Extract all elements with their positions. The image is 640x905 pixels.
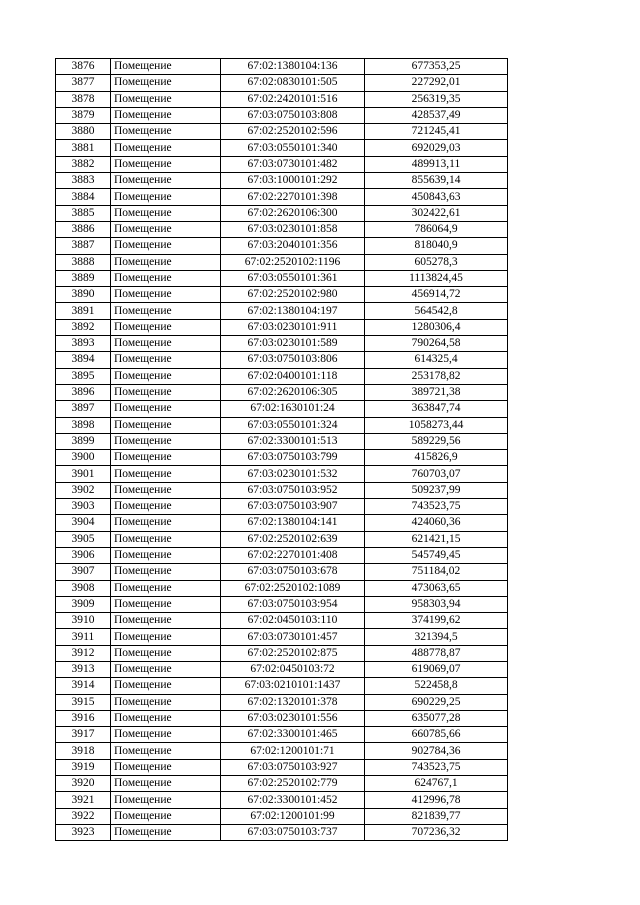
object-type-cell: Помещение [111, 694, 221, 710]
cadastral-number-cell: 67:03:0750103:806 [221, 352, 365, 368]
row-number-cell: 3897 [56, 401, 111, 417]
cadastral-value-cell: 818040,9 [365, 238, 508, 254]
table-row [56, 303, 508, 319]
row-number-cell: 3903 [56, 499, 111, 515]
cadastral-number-cell: 67:03:0750103:678 [221, 564, 365, 580]
cadastral-number-cell: 67:02:2520102:875 [221, 645, 365, 661]
cadastral-value-cell: 415826,9 [365, 450, 508, 466]
table-row [56, 433, 508, 449]
object-type-cell: Помещение [111, 221, 221, 237]
cadastral-value-cell: 821839,77 [365, 808, 508, 824]
table-row [56, 678, 508, 694]
row-number-cell: 3885 [56, 205, 111, 221]
cadastral-number-cell: 67:02:3300101:452 [221, 792, 365, 808]
row-number-cell: 3918 [56, 743, 111, 759]
table-row [56, 401, 508, 417]
table-row [56, 596, 508, 612]
cadastral-value-cell: 958303,94 [365, 596, 508, 612]
cadastral-number-cell: 67:02:2270101:398 [221, 189, 365, 205]
table-row [56, 727, 508, 743]
table-row [56, 824, 508, 840]
row-number-cell: 3882 [56, 156, 111, 172]
row-number-cell: 3881 [56, 140, 111, 156]
table-row [56, 792, 508, 808]
table-row [56, 564, 508, 580]
table-row [56, 661, 508, 677]
cadastral-value-cell: 855639,14 [365, 173, 508, 189]
table-row [56, 336, 508, 352]
table-row [56, 613, 508, 629]
cadastral-number-cell: 67:02:1200101:99 [221, 808, 365, 824]
cadastral-number-cell: 67:03:0750103:808 [221, 107, 365, 123]
cadastral-value-cell: 677353,25 [365, 59, 508, 75]
cadastral-value-cell: 707236,32 [365, 824, 508, 840]
cadastral-value-cell: 545749,45 [365, 547, 508, 563]
object-type-cell: Помещение [111, 189, 221, 205]
object-type-cell: Помещение [111, 564, 221, 580]
row-number-cell: 3884 [56, 189, 111, 205]
cadastral-value-cell: 374199,62 [365, 613, 508, 629]
table-row [56, 254, 508, 270]
cadastral-value-cell: 1058273,44 [365, 417, 508, 433]
cadastral-number-cell: 67:03:0750103:927 [221, 759, 365, 775]
table-row [56, 59, 508, 75]
table-row [56, 759, 508, 775]
cadastral-value-cell: 605278,3 [365, 254, 508, 270]
cadastral-value-cell: 522458,8 [365, 678, 508, 694]
cadastral-number-cell: 67:03:0750103:952 [221, 482, 365, 498]
table-row [56, 417, 508, 433]
table-row [56, 808, 508, 824]
cadastral-number-cell: 67:02:2420101:516 [221, 91, 365, 107]
cadastral-number-cell: 67:02:1380104:136 [221, 59, 365, 75]
row-number-cell: 3888 [56, 254, 111, 270]
row-number-cell: 3898 [56, 417, 111, 433]
object-type-cell: Помещение [111, 205, 221, 221]
cadastral-value-cell: 489913,11 [365, 156, 508, 172]
row-number-cell: 3905 [56, 531, 111, 547]
row-number-cell: 3876 [56, 59, 111, 75]
cadastral-number-cell: 67:02:3300101:513 [221, 433, 365, 449]
cadastral-number-cell: 67:02:2520102:1196 [221, 254, 365, 270]
cadastral-number-cell: 67:03:0230101:858 [221, 221, 365, 237]
object-type-cell: Помещение [111, 287, 221, 303]
table-row [56, 710, 508, 726]
table-row [56, 221, 508, 237]
object-type-cell: Помещение [111, 580, 221, 596]
cadastral-number-cell: 67:03:2040101:356 [221, 238, 365, 254]
cadastral-number-cell: 67:03:0550101:324 [221, 417, 365, 433]
object-type-cell: Помещение [111, 417, 221, 433]
cadastral-value-cell: 253178,82 [365, 368, 508, 384]
table-row [56, 776, 508, 792]
row-number-cell: 3914 [56, 678, 111, 694]
object-type-cell: Помещение [111, 776, 221, 792]
row-number-cell: 3920 [56, 776, 111, 792]
cadastral-value-cell: 509237,99 [365, 482, 508, 498]
object-type-cell: Помещение [111, 352, 221, 368]
object-type-cell: Помещение [111, 515, 221, 531]
row-number-cell: 3916 [56, 710, 111, 726]
row-number-cell: 3895 [56, 368, 111, 384]
cadastral-number-cell: 67:02:2520102:980 [221, 287, 365, 303]
cadastral-number-cell: 67:03:0750103:799 [221, 450, 365, 466]
object-type-cell: Помещение [111, 319, 221, 335]
row-number-cell: 3880 [56, 124, 111, 140]
object-type-cell: Помещение [111, 107, 221, 123]
table-row [56, 156, 508, 172]
cadastral-number-cell: 67:02:0400101:118 [221, 368, 365, 384]
table-row [56, 580, 508, 596]
cadastral-number-cell: 67:02:1380104:141 [221, 515, 365, 531]
object-type-cell: Помещение [111, 596, 221, 612]
row-number-cell: 3896 [56, 384, 111, 400]
object-type-cell: Помещение [111, 75, 221, 91]
object-type-cell: Помещение [111, 547, 221, 563]
table-row [56, 645, 508, 661]
row-number-cell: 3921 [56, 792, 111, 808]
table-row [56, 743, 508, 759]
table-row [56, 547, 508, 563]
row-number-cell: 3887 [56, 238, 111, 254]
cadastral-value-cell: 227292,01 [365, 75, 508, 91]
cadastral-number-cell: 67:03:0230101:556 [221, 710, 365, 726]
object-type-cell: Помещение [111, 433, 221, 449]
object-type-cell: Помещение [111, 173, 221, 189]
cadastral-number-cell: 67:03:1000101:292 [221, 173, 365, 189]
cadastral-value-cell: 564542,8 [365, 303, 508, 319]
object-type-cell: Помещение [111, 808, 221, 824]
cadastral-value-cell: 363847,74 [365, 401, 508, 417]
table-row [56, 205, 508, 221]
object-type-cell: Помещение [111, 124, 221, 140]
cadastral-value-cell: 786064,9 [365, 221, 508, 237]
cadastral-value-cell: 721245,41 [365, 124, 508, 140]
table-row [56, 352, 508, 368]
row-number-cell: 3890 [56, 287, 111, 303]
row-number-cell: 3893 [56, 336, 111, 352]
table-row [56, 238, 508, 254]
row-number-cell: 3919 [56, 759, 111, 775]
row-number-cell: 3900 [56, 450, 111, 466]
object-type-cell: Помещение [111, 824, 221, 840]
object-type-cell: Помещение [111, 140, 221, 156]
table-row [56, 384, 508, 400]
cadastral-value-cell: 621421,15 [365, 531, 508, 547]
row-number-cell: 3910 [56, 613, 111, 629]
object-type-cell: Помещение [111, 499, 221, 515]
row-number-cell: 3915 [56, 694, 111, 710]
table-row [56, 694, 508, 710]
cadastral-number-cell: 67:02:1200101:71 [221, 743, 365, 759]
cadastral-value-cell: 660785,66 [365, 727, 508, 743]
row-number-cell: 3922 [56, 808, 111, 824]
cadastral-value-cell: 690229,25 [365, 694, 508, 710]
object-type-cell: Помещение [111, 743, 221, 759]
table-row [56, 466, 508, 482]
object-type-cell: Помещение [111, 336, 221, 352]
cadastral-value-cell: 790264,58 [365, 336, 508, 352]
object-type-cell: Помещение [111, 303, 221, 319]
cadastral-value-cell: 619069,07 [365, 661, 508, 677]
object-type-cell: Помещение [111, 792, 221, 808]
object-type-cell: Помещение [111, 91, 221, 107]
object-type-cell: Помещение [111, 238, 221, 254]
table-row [56, 75, 508, 91]
cadastral-number-cell: 67:03:0210101:1437 [221, 678, 365, 694]
cadastral-value-cell: 743523,75 [365, 499, 508, 515]
row-number-cell: 3894 [56, 352, 111, 368]
object-type-cell: Помещение [111, 384, 221, 400]
cadastral-number-cell: 67:03:0750103:954 [221, 596, 365, 612]
row-number-cell: 3906 [56, 547, 111, 563]
table-body [56, 59, 508, 841]
row-number-cell: 3891 [56, 303, 111, 319]
row-number-cell: 3923 [56, 824, 111, 840]
object-type-cell: Помещение [111, 645, 221, 661]
row-number-cell: 3912 [56, 645, 111, 661]
cadastral-number-cell: 67:02:2520102:596 [221, 124, 365, 140]
table-row [56, 531, 508, 547]
cadastral-number-cell: 67:02:0830101:505 [221, 75, 365, 91]
row-number-cell: 3899 [56, 433, 111, 449]
table-row [56, 450, 508, 466]
object-type-cell: Помещение [111, 270, 221, 286]
cadastral-value-cell: 389721,38 [365, 384, 508, 400]
cadastral-value-cell: 321394,5 [365, 629, 508, 645]
cadastral-number-cell: 67:02:2270101:408 [221, 547, 365, 563]
cadastral-value-cell: 456914,72 [365, 287, 508, 303]
cadastral-value-cell: 1280306,4 [365, 319, 508, 335]
row-number-cell: 3907 [56, 564, 111, 580]
cadastral-value-cell: 902784,36 [365, 743, 508, 759]
cadastral-number-cell: 67:03:0730101:457 [221, 629, 365, 645]
cadastral-value-cell: 256319,35 [365, 91, 508, 107]
table-row [56, 124, 508, 140]
cadastral-number-cell: 67:03:0230101:589 [221, 336, 365, 352]
cadastral-value-cell: 488778,87 [365, 645, 508, 661]
row-number-cell: 3889 [56, 270, 111, 286]
table-row [56, 482, 508, 498]
row-number-cell: 3901 [56, 466, 111, 482]
cadastral-value-cell: 412996,78 [365, 792, 508, 808]
row-number-cell: 3883 [56, 173, 111, 189]
row-number-cell: 3902 [56, 482, 111, 498]
row-number-cell: 3892 [56, 319, 111, 335]
row-number-cell: 3913 [56, 661, 111, 677]
table-row [56, 287, 508, 303]
cadastral-number-cell: 67:02:2620106:300 [221, 205, 365, 221]
object-type-cell: Помещение [111, 678, 221, 694]
cadastral-value-cell: 1113824,45 [365, 270, 508, 286]
row-number-cell: 3911 [56, 629, 111, 645]
table-row [56, 189, 508, 205]
cadastral-value-table [55, 58, 508, 841]
table-row [56, 319, 508, 335]
object-type-cell: Помещение [111, 401, 221, 417]
cadastral-number-cell: 67:03:0550101:361 [221, 270, 365, 286]
cadastral-value-cell: 450843,63 [365, 189, 508, 205]
cadastral-number-cell: 67:02:2620106:305 [221, 384, 365, 400]
cadastral-number-cell: 67:02:1380104:197 [221, 303, 365, 319]
cadastral-number-cell: 67:02:3300101:465 [221, 727, 365, 743]
row-number-cell: 3909 [56, 596, 111, 612]
cadastral-value-cell: 614325,4 [365, 352, 508, 368]
cadastral-number-cell: 67:02:1320101:378 [221, 694, 365, 710]
cadastral-value-cell: 624767,1 [365, 776, 508, 792]
row-number-cell: 3886 [56, 221, 111, 237]
row-number-cell: 3877 [56, 75, 111, 91]
object-type-cell: Помещение [111, 531, 221, 547]
cadastral-number-cell: 67:02:0450103:110 [221, 613, 365, 629]
table-row [56, 270, 508, 286]
cadastral-value-cell: 751184,02 [365, 564, 508, 580]
cadastral-value-cell: 424060,36 [365, 515, 508, 531]
cadastral-number-cell: 67:03:0230101:532 [221, 466, 365, 482]
cadastral-value-cell: 692029,03 [365, 140, 508, 156]
cadastral-number-cell: 67:02:1630101:24 [221, 401, 365, 417]
object-type-cell: Помещение [111, 156, 221, 172]
cadastral-value-cell: 743523,75 [365, 759, 508, 775]
object-type-cell: Помещение [111, 450, 221, 466]
cadastral-value-cell: 589229,56 [365, 433, 508, 449]
object-type-cell: Помещение [111, 629, 221, 645]
cadastral-number-cell: 67:03:0750103:737 [221, 824, 365, 840]
object-type-cell: Помещение [111, 368, 221, 384]
cadastral-value-cell: 760703,07 [365, 466, 508, 482]
table-row [56, 173, 508, 189]
object-type-cell: Помещение [111, 613, 221, 629]
object-type-cell: Помещение [111, 482, 221, 498]
cadastral-value-cell: 635077,28 [365, 710, 508, 726]
object-type-cell: Помещение [111, 466, 221, 482]
object-type-cell: Помещение [111, 59, 221, 75]
cadastral-number-cell: 67:02:2520102:639 [221, 531, 365, 547]
table-row [56, 91, 508, 107]
row-number-cell: 3908 [56, 580, 111, 596]
cadastral-value-cell: 302422,61 [365, 205, 508, 221]
cadastral-value-cell: 428537,49 [365, 107, 508, 123]
cadastral-number-cell: 67:02:0450103:72 [221, 661, 365, 677]
cadastral-number-cell: 67:03:0550101:340 [221, 140, 365, 156]
cadastral-number-cell: 67:03:0750103:907 [221, 499, 365, 515]
table-row [56, 107, 508, 123]
cadastral-number-cell: 67:02:2520102:779 [221, 776, 365, 792]
table-row [56, 499, 508, 515]
object-type-cell: Помещение [111, 254, 221, 270]
table-row [56, 140, 508, 156]
object-type-cell: Помещение [111, 710, 221, 726]
object-type-cell: Помещение [111, 661, 221, 677]
object-type-cell: Помещение [111, 727, 221, 743]
table-row [56, 515, 508, 531]
cadastral-value-cell: 473063,65 [365, 580, 508, 596]
table-row [56, 629, 508, 645]
row-number-cell: 3904 [56, 515, 111, 531]
row-number-cell: 3917 [56, 727, 111, 743]
cadastral-number-cell: 67:02:2520102:1089 [221, 580, 365, 596]
cadastral-number-cell: 67:03:0230101:911 [221, 319, 365, 335]
row-number-cell: 3879 [56, 107, 111, 123]
object-type-cell: Помещение [111, 759, 221, 775]
row-number-cell: 3878 [56, 91, 111, 107]
table-row [56, 368, 508, 384]
cadastral-number-cell: 67:03:0730101:482 [221, 156, 365, 172]
